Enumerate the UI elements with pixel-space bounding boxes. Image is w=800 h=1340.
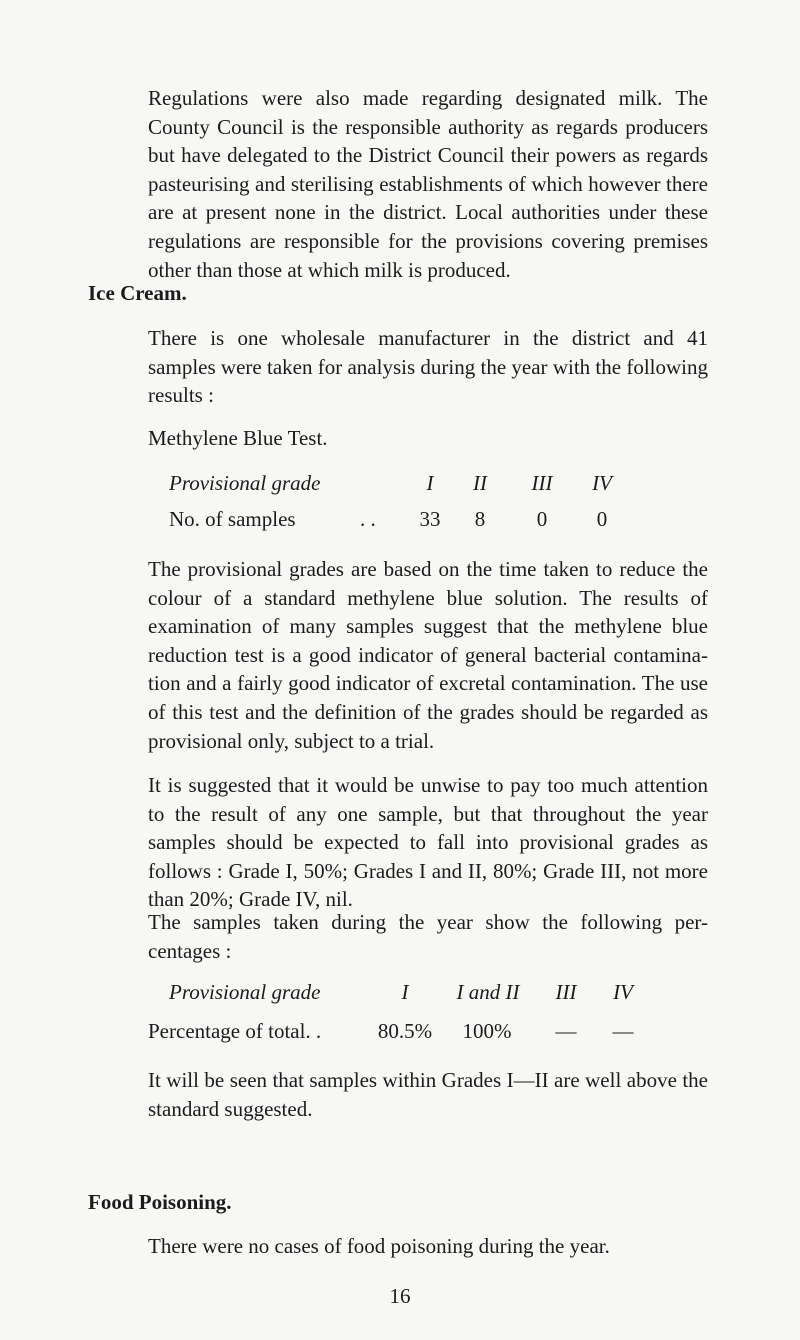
percent-table-cell: — [555,1019,577,1043]
paragraph-ice-cream-intro: There is one wholesale manufacturer in the district and 41 samples were taken for analysis during the year with the following results : [148,326,708,408]
samples-table-header-col: III [531,471,553,495]
paragraph-suggested: It is suggested that it would be unwise to pay too much attention to the result of any one sample, but that throughout the year samples should be expected to fall into provisional grades as follows : Grade I, 50%; Grades I and II, 80%; Grade III, not more than 20%; Grade IV, nil. [148,773,708,912]
paragraph-grades-based: The provisional grades are based on the time taken to reduce the colour of a standard methylene blue solution. The results of examination of many samples suggest that the methylene blue reduction test is a good indicator of general bacterial contamina-tion and a fairly good indicator of excretal contamination. The use of this test and the definition of the grades should be regarded as provisional only, subject to a trial. [148,557,708,753]
samples-table-header-label: Provisional grade [169,471,321,495]
heading-food-poisoning: Food Poisoning. [88,1190,232,1214]
percent-table-header-col: I [401,980,409,1004]
percent-table-header-col: I and II [456,980,520,1004]
percent-table-cell: — [612,1019,634,1043]
page-number: 16 [389,1284,411,1308]
paragraph-designated-milk: Regulations were also made regarding designated milk. The County Council is the responsible authority as regards producers but have delegated to the District Council their powers as regards pasteurising and sterilising establishments of which however there are at present none in the district. Local authorities under these regulations are responsible for the provisions covering premises other than those at which milk is produced. [148,86,708,282]
samples-table-header-col: IV [592,471,612,495]
percent-table-cell: 80.5% [377,1019,433,1043]
samples-table-header-col: II [473,471,487,495]
heading-ice-cream: Ice Cream. [88,281,187,305]
percent-table-row-label: Percentage of total. . [148,1019,322,1043]
samples-table-cell: 0 [536,507,548,531]
samples-table-row-label: No. of samples [169,507,296,531]
samples-table-row-dots: . . [360,507,376,531]
paragraph-food-poisoning: There were no cases of food poisoning during the year. [148,1234,610,1258]
samples-table-cell: 8 [474,507,486,531]
percent-table-cell: 100% [462,1019,512,1043]
paragraph-well-above: It will be seen that samples within Grades I—II are well above the standard suggested. [148,1068,708,1121]
percent-table-header-col: III [555,980,577,1004]
paragraph-samples-taken: The samples taken during the year show the following per-centages : [148,910,708,963]
percent-table-header-label: Provisional grade [169,980,321,1004]
samples-table-cell: 33 [419,507,441,531]
samples-table-header-col: I [426,471,434,495]
samples-table-cell: 0 [596,507,608,531]
percent-table-header-col: IV [613,980,633,1004]
methylene-blue-heading: Methylene Blue Test. [148,426,328,450]
